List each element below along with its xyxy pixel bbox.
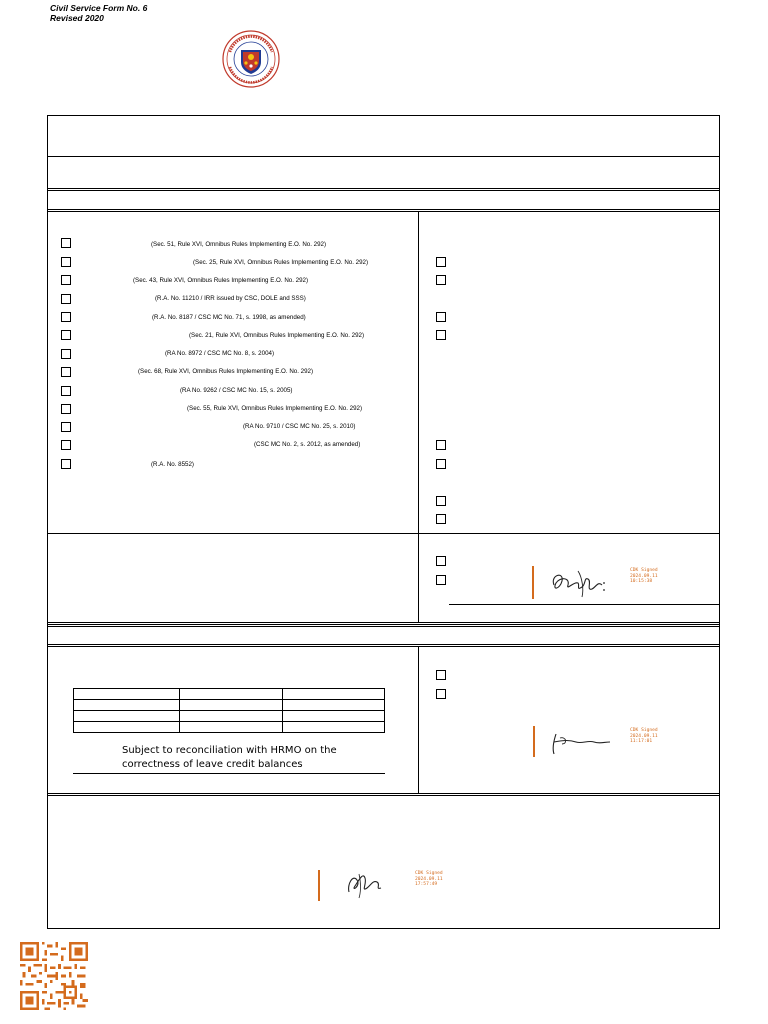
commutation-checkbox[interactable] <box>436 575 446 585</box>
leave-type-reference: (Sec. 51, Rule XVI, Omnibus Rules Implementing E.O. No. 292) <box>151 241 327 248</box>
leave-type-reference: (RA No. 9710 / CSC MC No. 25, s. 2010) <box>243 423 356 430</box>
recommendation-checkbox[interactable] <box>436 670 446 680</box>
approver-signature-icon <box>343 868 387 900</box>
agency-seal-icon <box>222 30 280 88</box>
leave-type-reference: (Sec. 68, Rule XVI, Omnibus Rules Implementing E.O. No. 292) <box>138 368 314 375</box>
table-cell <box>180 700 282 711</box>
table-cell <box>282 689 384 700</box>
section-divider <box>47 793 720 796</box>
form-number-header <box>50 3 147 23</box>
leave-type-reference: (Sec. 43, Rule XVI, Omnibus Rules Implementing E.O. No. 292) <box>133 277 309 284</box>
table-cell <box>180 711 282 722</box>
leave-type-reference: (R.A. No. 8187 / CSC MC No. 71, s. 1998, as amended) <box>152 314 306 321</box>
form-revision: Revised 2020 <box>50 13 104 23</box>
section-divider <box>47 209 720 212</box>
leave-type-reference: (RA No. 8972 / CSC MC No. 8, s. 2004) <box>165 350 275 357</box>
table-cell <box>282 700 384 711</box>
divider <box>47 533 720 534</box>
leave-type-reference: (R.A. No. 11210 / IRR issued by CSC, DOLE and SSS) <box>155 295 306 302</box>
leave-type-checkbox[interactable] <box>61 349 71 359</box>
signature-line <box>449 604 719 605</box>
table-cell <box>74 711 180 722</box>
table-cell <box>74 700 180 711</box>
divider <box>47 156 720 157</box>
signature-marker <box>532 566 534 599</box>
leave-credits-note: Subject to reconciliation with HRMO on the correctness of leave credit balances <box>122 745 337 770</box>
form-border <box>47 115 720 929</box>
column-divider <box>418 211 419 622</box>
divider <box>47 622 720 623</box>
leave-type-checkbox[interactable] <box>61 257 71 267</box>
table-row <box>74 700 385 711</box>
approver-signature-stamp: CDK Signed 2024.09.11 17:57:49 <box>415 871 443 888</box>
recommender-signature-icon <box>548 730 614 756</box>
table-row <box>74 722 385 733</box>
applicant-signature-stamp: CDK Signed 2024.09.11 10:15:38 <box>630 568 658 585</box>
leave-type-checkbox[interactable] <box>61 386 71 396</box>
table-row <box>74 711 385 722</box>
leave-type-checkbox[interactable] <box>61 275 71 285</box>
commutation-checkbox[interactable] <box>436 556 446 566</box>
leave-type-checkbox[interactable] <box>61 459 71 469</box>
leave-type-checkbox[interactable] <box>61 312 71 322</box>
leave-type-checkbox[interactable] <box>61 404 71 414</box>
leave-detail-checkbox[interactable] <box>436 330 446 340</box>
table-cell <box>282 722 384 733</box>
leave-type-checkbox[interactable] <box>61 294 71 304</box>
leave-detail-checkbox[interactable] <box>436 514 446 524</box>
leave-type-checkbox[interactable] <box>61 367 71 377</box>
form-number: Civil Service Form No. 6 <box>50 3 148 13</box>
column-divider <box>418 646 419 793</box>
leave-type-reference: (RA No. 9262 / CSC MC No. 15, s. 2005) <box>180 387 293 394</box>
leave-type-checkbox[interactable] <box>61 330 71 340</box>
leave-type-reference: (R.A. No. 8552) <box>151 461 194 468</box>
leave-detail-checkbox[interactable] <box>436 275 446 285</box>
leave-detail-checkbox[interactable] <box>436 496 446 506</box>
recommender-signature-stamp: CDK Signed 2024.09.11 11:17:01 <box>630 728 658 745</box>
signature-marker <box>533 726 535 757</box>
leave-type-reference: (Sec. 55, Rule XVI, Omnibus Rules Implementing E.O. No. 292) <box>187 405 363 412</box>
leave-detail-checkbox[interactable] <box>436 440 446 450</box>
leave-type-checkbox[interactable] <box>61 440 71 450</box>
table-cell <box>180 722 282 733</box>
leave-credits-table <box>73 688 385 733</box>
signature-marker <box>318 870 320 901</box>
table-cell <box>282 711 384 722</box>
leave-detail-checkbox[interactable] <box>436 257 446 267</box>
table-cell <box>74 689 180 700</box>
leave-type-reference: (CSC MC No. 2, s. 2012, as amended) <box>254 441 361 448</box>
qr-code-icon <box>20 942 88 1010</box>
signature-line <box>73 773 385 774</box>
applicant-signature-icon <box>548 563 610 601</box>
leave-type-reference: (Sec. 25, Rule XVI, Omnibus Rules Implementing E.O. No. 292) <box>193 259 369 266</box>
leave-type-checkbox[interactable] <box>61 238 71 248</box>
leave-detail-checkbox[interactable] <box>436 312 446 322</box>
leave-detail-checkbox[interactable] <box>436 459 446 469</box>
table-cell <box>74 722 180 733</box>
table-row <box>74 689 385 700</box>
section-divider <box>47 188 720 191</box>
section-divider <box>47 644 720 647</box>
leave-type-checkbox[interactable] <box>61 422 71 432</box>
section-divider <box>47 624 720 627</box>
leave-type-reference: (Sec. 21, Rule XVI, Omnibus Rules Implementing E.O. No. 292) <box>189 332 365 339</box>
recommendation-checkbox[interactable] <box>436 689 446 699</box>
table-cell <box>180 689 282 700</box>
